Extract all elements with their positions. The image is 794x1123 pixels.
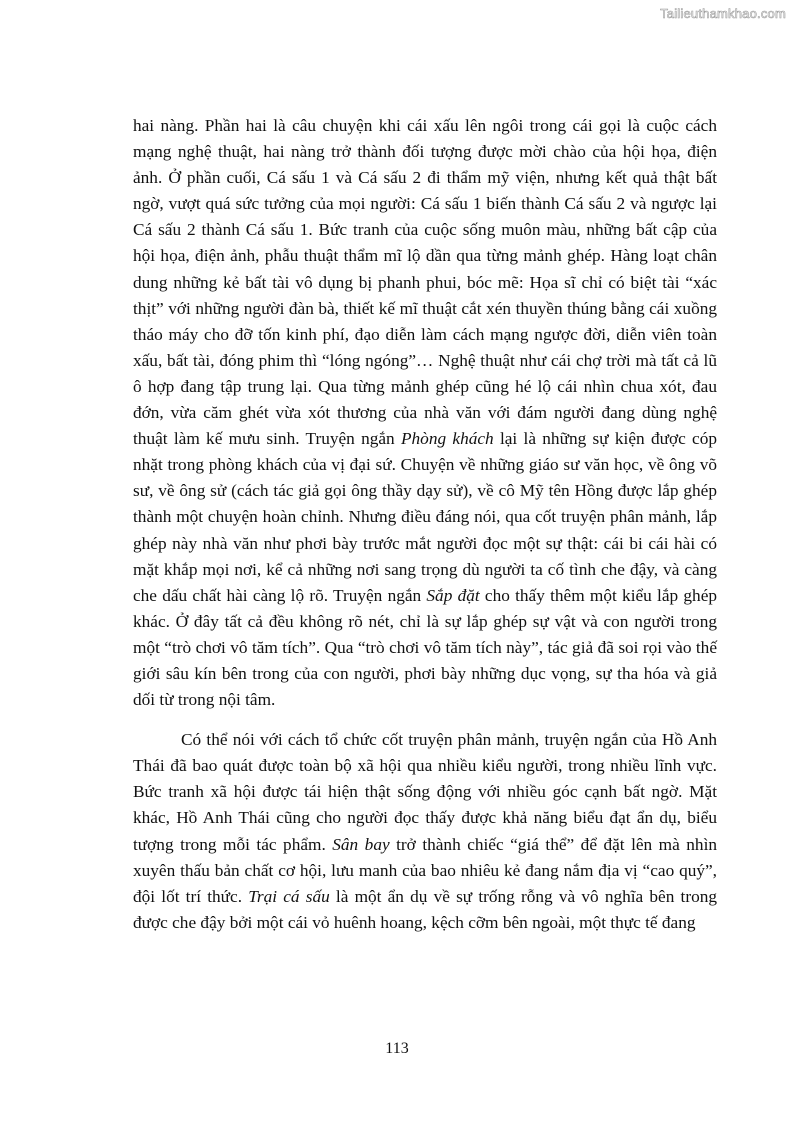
paragraph-1-text-a: hai nàng. Phần hai là câu chuyện khi cái xấu lên ngôi trong cái gọi là cuộc cách mạng nghệ thuật, hai nàng trở thành đối tượng được mời chào của hội họa, điện ảnh. Ở phần cuối, Cá sấu 1 và Cá sấu 2 đi thẩm mỹ viện, nhưng kết quả thật bất ngờ, vượt quá sức tưởng của mọi người: Cá sấu 1 biến thành Cá sấu 2 và ngược lại Cá sấu 2 thành Cá sấu 1. Bức tranh của cuộc sống muôn màu, những bất cập của hội họa, điện ảnh, phẫu thuật thẩm mĩ lộ dần qua từng mảnh ghép. Hàng loạt chân dung những kẻ bất tài vô dụng bị phanh phui, bóc mẽ: Họa sĩ chỉ có biệt tài “xác thịt” với những người đàn bà, thiết kế mĩ thuật cắt xén thuyền thúng bằng cái xuồng tháo máy cho đỡ tốn kinh phí, đạo diễn làm cách mạng ngược đời, diễn viên toàn xấu, bất tài, đóng phim thì “lóng ngóng”… Nghệ thuật như cái chợ trời mà tất cả lũ ô hợp đang tập trung lại. Qua từng mảnh ghép cũng hé lộ cái nhìn chua xót, đau đớn, vừa căm ghét vừa xót thương của nhà văn với đám người đang dùng nghệ thuật làm kế mưu sinh. Truyện ngắn	[133, 116, 717, 449]
work-title-trai-ca-sau: Trại cá sấu	[248, 886, 330, 906]
paragraph-2-text-c: là một ẩn dụ về sự trống rỗng và vô nghĩa bên trong được che đậy bởi một cái vỏ huênh hoang, kệch cỡm bên ngoài, một thực tế đang	[133, 886, 718, 932]
paragraph-2	[133, 727, 717, 936]
page-body	[133, 113, 717, 936]
watermark-text: Tailieuthamkhao.com	[660, 6, 786, 21]
paragraph-1-text-c: cho thấy thêm một kiểu lắp ghép khác. Ở đây tất cả đều không rõ nét, chỉ là sự lắp ghép sự vật và con người trong một “trò chơi vô tăm tích”. Qua “trò chơi vô tăm tích này”, tác giả đã soi rọi vào thế giới sâu kín bên trong của con người, phơi bày những dục vọng, sự tha hóa và giả dối từ trong nội tâm.	[133, 585, 717, 710]
work-title-phong-khach: Phòng khách	[400, 429, 494, 449]
work-title-sap-dat: Sắp đặt	[426, 585, 480, 605]
paragraph-1	[133, 113, 717, 713]
page-number: 113	[385, 1040, 409, 1057]
paragraph-1-text-b: lại là những sự kiện được cóp nhặt trong phòng khách của vị đại sứ. Chuyện về những giáo sư văn học, về ông võ sư, về ông sử (cách tác giả gọi ông thầy dạy sử), về cô Mỹ tên Hồng được lắp ghép thành một chuyện hoàn chỉnh. Nhưng điều đáng nói, qua cốt truyện phân mảnh, lắp ghép này nhà văn như phơi bày trước mắt người đọc một sự thật: cái bi cái hài có mặt khắp mọi nơi, kể cả những nơi sang trọng dù người ta cố tình che đậy, và càng che dấu chất hài càng lộ rõ. Truyện ngắn	[133, 429, 718, 605]
work-title-san-bay: Sân bay	[332, 834, 390, 854]
paragraph-2-text-a: Có thể nói với cách tổ chức cốt truyện phân mảnh, truyện ngắn của Hồ Anh Thái đã bao quát được toàn bộ xã hội qua nhiều kiểu người, trong nhiều lĩnh vực. Bức tranh xã hội được tái hiện thật sống động với nhiều góc cạnh bất ngờ. Mặt khác, Hồ Anh Thái cũng cho người đọc thấy được khả năng biểu đạt ẩn dụ, biểu tượng trong mỗi tác phẩm.	[133, 730, 717, 854]
paragraph-2-text-b: trở thành chiếc “giá thể” để đặt lên mà nhìn xuyên thấu bản chất cơ hội, lưu manh của bao nhiêu kẻ đang nắm địa vị “cao quý”, đội lốt trí thức.	[133, 834, 718, 906]
